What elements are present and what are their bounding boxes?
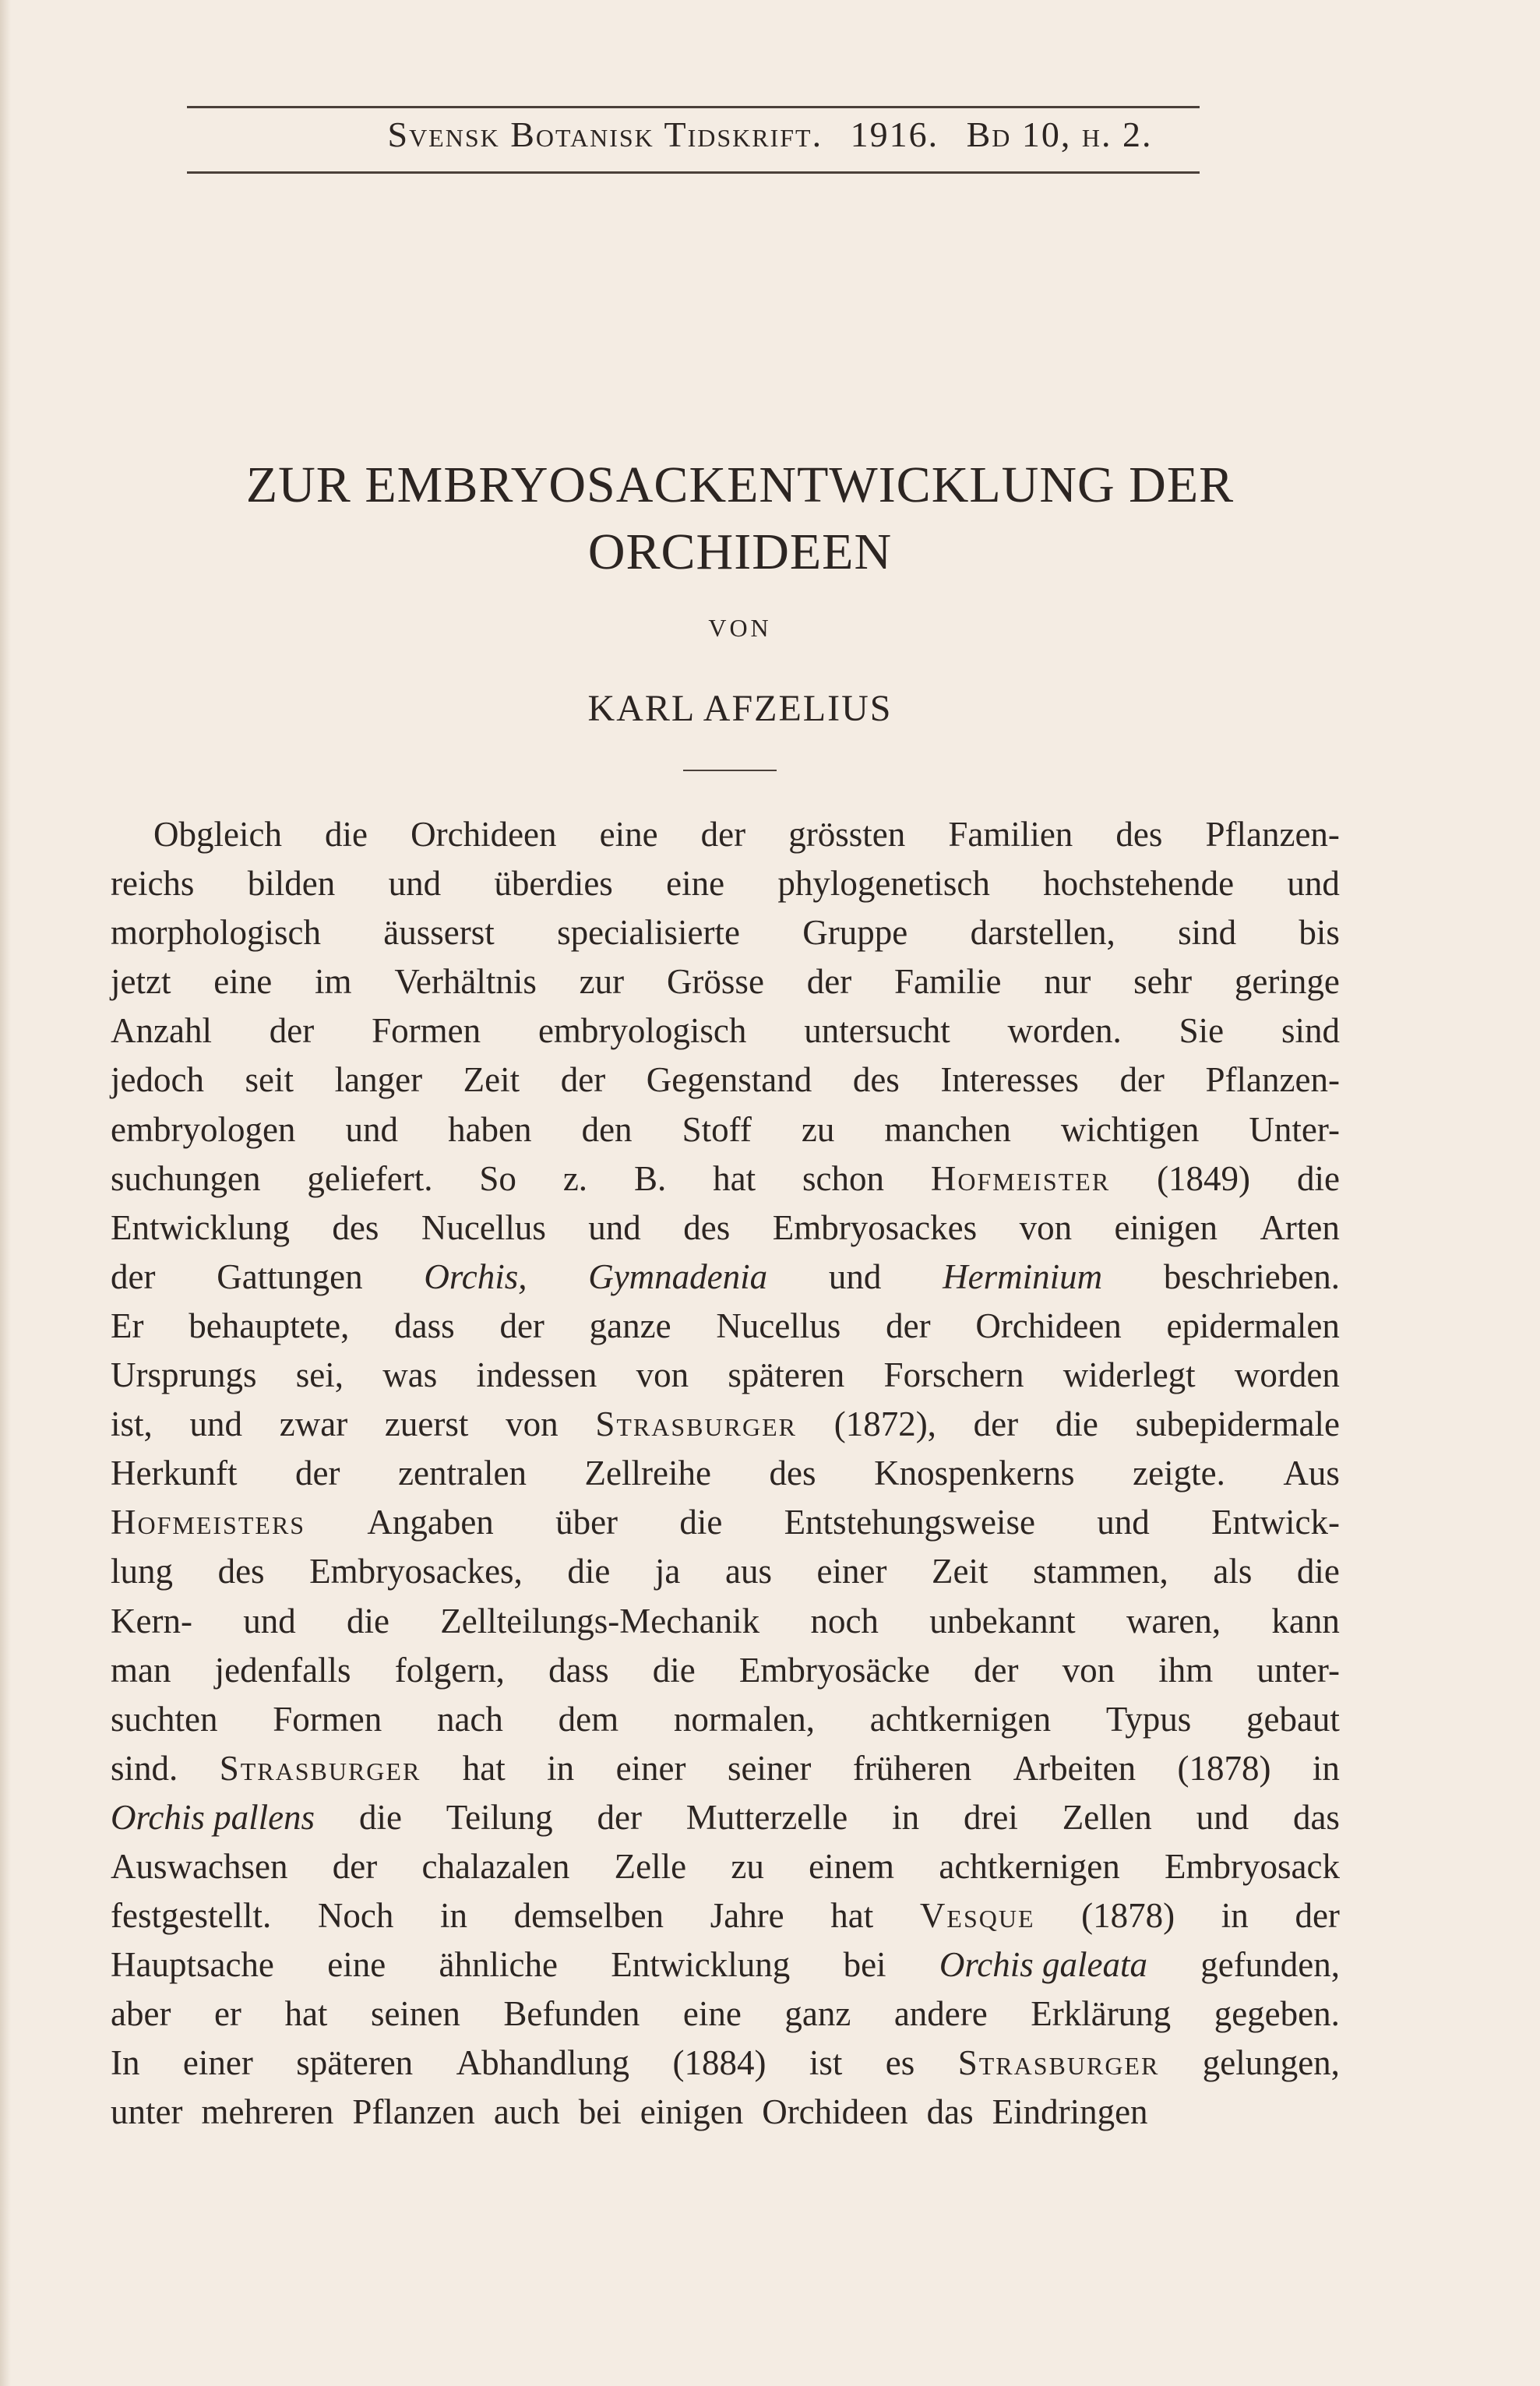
- body-word: kann: [1271, 1601, 1340, 1641]
- article-title: [0, 452, 1480, 586]
- body-word: Gymnadenia: [588, 1256, 768, 1296]
- body-word: die: [652, 1650, 696, 1690]
- body-word: einem: [809, 1846, 895, 1886]
- body-word: Sie: [1179, 1011, 1225, 1051]
- body-word: zwar: [279, 1404, 348, 1444]
- page-binding-edge: [0, 0, 11, 2386]
- body-line: [111, 1498, 1340, 1547]
- body-word: überdies: [494, 864, 613, 904]
- body-word: und: [588, 1207, 641, 1247]
- body-word: behauptete,: [189, 1306, 350, 1345]
- body-word: Familie: [894, 962, 1002, 1002]
- journal-year: 1916.: [850, 115, 939, 154]
- body-word: sind: [1281, 1011, 1340, 1051]
- body-word: Entstehungsweise: [784, 1503, 1036, 1542]
- body-word: Orchis pallens: [111, 1797, 315, 1837]
- body-word: Auswachsen: [111, 1846, 288, 1886]
- body-word: Pflanzen-: [1205, 815, 1340, 854]
- body-word: Familien: [948, 815, 1073, 854]
- body-word: Erklärung: [1031, 1994, 1172, 2034]
- body-word: seinen: [370, 1994, 460, 2034]
- body-word: seiner: [727, 1748, 812, 1788]
- body-word: von: [636, 1355, 689, 1395]
- body-word: Befunden: [503, 1994, 640, 2034]
- body-line: [111, 1400, 1340, 1449]
- body-word: in: [439, 1896, 467, 1936]
- body-word: In: [111, 2043, 140, 2083]
- body-word: eine: [682, 1994, 742, 2034]
- body-word: andere: [893, 1994, 988, 2034]
- body-line: [111, 2039, 1340, 2088]
- body-word: der: [700, 815, 746, 854]
- body-word: von: [1019, 1207, 1073, 1247]
- body-word: einer: [182, 2043, 253, 2083]
- body-word: Abhandlung: [456, 2043, 630, 2083]
- body-word: eine: [599, 815, 658, 854]
- body-line: [111, 1105, 1340, 1154]
- body-word: geringe: [1234, 962, 1340, 1002]
- body-word: Interesses: [940, 1060, 1079, 1100]
- body-word: stammen,: [1033, 1552, 1168, 1591]
- body-word: Gattungen: [217, 1256, 363, 1296]
- body-word: Ursprungs: [111, 1355, 257, 1395]
- body-line: [111, 2088, 1340, 2137]
- body-word: Stoff: [682, 1109, 752, 1149]
- body-word: was: [382, 1355, 438, 1395]
- body-word: mehreren: [201, 2092, 334, 2132]
- body-word: (1872),: [833, 1404, 936, 1444]
- header-bottom-rule: [187, 171, 1200, 174]
- author-name: KARL AFZELIUS: [587, 688, 893, 729]
- body-word: Entwicklung: [111, 1207, 290, 1247]
- body-word: B.: [633, 1158, 667, 1198]
- body-line: [111, 1695, 1340, 1744]
- body-word: hat: [462, 1748, 506, 1788]
- body-word: hat: [713, 1158, 756, 1198]
- body-word: waren,: [1126, 1601, 1221, 1641]
- body-word: die: [347, 1601, 389, 1641]
- body-word: Orchis galeata: [939, 1945, 1147, 1985]
- body-word: demselben: [513, 1896, 664, 1936]
- body-word: zuerst: [384, 1404, 469, 1444]
- body-word: Embryosackes,: [309, 1552, 523, 1591]
- body-word: der: [269, 1011, 315, 1051]
- body-word: die: [1055, 1404, 1098, 1444]
- body-word: eine: [327, 1945, 386, 1985]
- body-word: normalen,: [673, 1699, 816, 1739]
- body-word: Embryosäcke: [738, 1650, 930, 1690]
- body-word: in: [1312, 1748, 1340, 1788]
- body-word: hat: [830, 1896, 874, 1936]
- body-word: worden: [1234, 1355, 1340, 1395]
- body-word: sehr: [1133, 962, 1193, 1002]
- body-line: [111, 1842, 1340, 1891]
- body-word: indessen: [476, 1355, 597, 1395]
- body-word: jedenfalls: [214, 1650, 351, 1690]
- body-word: es: [885, 2043, 915, 2083]
- body-word: ist: [809, 2043, 843, 2083]
- body-word: in: [892, 1797, 920, 1837]
- body-word: dass: [394, 1306, 455, 1345]
- body-line: [111, 1940, 1340, 1990]
- body-word: unter-: [1256, 1650, 1340, 1690]
- body-word: (1884): [672, 2043, 766, 2083]
- body-word: Strasburger: [957, 2043, 1160, 2083]
- body-word: Strasburger: [595, 1404, 797, 1444]
- body-word: chalazalen: [421, 1846, 570, 1886]
- body-word: gelungen,: [1202, 2043, 1340, 2083]
- body-word: und: [345, 1109, 398, 1149]
- body-word: Orchideen: [411, 815, 557, 854]
- body-word: lung: [111, 1552, 174, 1591]
- body-word: und: [1287, 864, 1340, 904]
- body-word: eine: [666, 864, 725, 904]
- body-word: zeigte.: [1133, 1454, 1225, 1493]
- body-word: reichs: [111, 864, 195, 904]
- body-word: Eindringen: [992, 2092, 1148, 2132]
- header-top-rule: [187, 106, 1200, 108]
- body-word: Zellen: [1062, 1797, 1152, 1837]
- body-word: So: [479, 1158, 516, 1198]
- body-word: Entwicklung: [611, 1945, 791, 1985]
- body-word: Orchis,: [424, 1256, 527, 1296]
- body-word: Mutterzelle: [685, 1797, 848, 1837]
- body-line: [111, 1891, 1340, 1940]
- body-word: des: [852, 1060, 900, 1100]
- body-word: schon: [802, 1158, 884, 1198]
- body-word: morphologisch: [111, 913, 321, 953]
- title-line-2: ORCHIDEEN: [587, 523, 893, 580]
- body-word: zur: [579, 962, 625, 1002]
- body-word: des: [1115, 815, 1163, 854]
- body-word: der: [597, 1797, 642, 1837]
- body-word: der: [886, 1306, 931, 1345]
- body-line: [111, 1204, 1340, 1253]
- body-word: untersucht: [804, 1011, 950, 1051]
- body-line: [111, 1056, 1340, 1105]
- body-word: suchten: [111, 1699, 218, 1739]
- body-word: den: [581, 1109, 633, 1149]
- body-word: drei: [963, 1797, 1018, 1837]
- body-word: Angaben: [367, 1503, 494, 1542]
- body-word: späteren: [296, 2043, 414, 2083]
- body-word: jetzt: [111, 962, 171, 1002]
- body-word: zu: [731, 1846, 764, 1886]
- body-word: im: [315, 962, 352, 1002]
- body-word: ja: [654, 1552, 681, 1591]
- body-word: Nucellus: [716, 1306, 841, 1345]
- body-word: die: [1296, 1158, 1340, 1198]
- body-word: Grösse: [666, 962, 764, 1002]
- body-word: des: [769, 1454, 816, 1493]
- body-word: der: [1119, 1060, 1165, 1100]
- body-word: dass: [548, 1650, 609, 1690]
- body-word: Knospenkerns: [874, 1454, 1075, 1493]
- body-word: Arbeiten: [1013, 1748, 1136, 1788]
- body-word: der: [560, 1060, 606, 1100]
- body-word: achtkernigen: [939, 1846, 1120, 1886]
- body-word: er: [213, 1994, 241, 2034]
- byline-von: VON: [708, 614, 772, 642]
- body-word: langer: [334, 1060, 423, 1100]
- body-word: subepidermale: [1135, 1404, 1340, 1444]
- body-word: und: [243, 1601, 296, 1641]
- body-word: Herminium: [943, 1256, 1103, 1296]
- body-word: Er: [111, 1306, 144, 1345]
- body-word: Arten: [1260, 1207, 1340, 1247]
- body-word: (1849): [1157, 1158, 1251, 1198]
- body-word: Entwick-: [1211, 1503, 1340, 1542]
- body-word: Anzahl: [111, 1011, 212, 1051]
- body-word: ähnliche: [439, 1945, 558, 1985]
- body-word: der: [973, 1404, 1019, 1444]
- body-word: ist,: [111, 1404, 153, 1444]
- body-word: jedoch: [111, 1060, 204, 1100]
- body-word: ganze: [589, 1306, 671, 1345]
- body-word: Formen: [273, 1699, 382, 1739]
- body-word: bei: [578, 2092, 622, 2132]
- body-word: von: [506, 1404, 559, 1444]
- body-word: Hauptsache: [111, 1945, 274, 1985]
- body-word: manchen: [884, 1109, 1011, 1149]
- body-word: Strasburger: [219, 1748, 421, 1788]
- body-word: und: [1097, 1503, 1150, 1542]
- body-word: Teilung: [446, 1797, 553, 1837]
- body-word: auch: [493, 2092, 560, 2132]
- body-word: Herkunft: [111, 1454, 238, 1493]
- body-line: [111, 1597, 1340, 1646]
- body-word: des: [217, 1552, 265, 1591]
- running-header: [0, 117, 1540, 153]
- body-word: grössten: [788, 815, 906, 854]
- body-word: (1878): [1177, 1748, 1271, 1788]
- body-word: gebaut: [1246, 1699, 1340, 1739]
- body-word: geliefert.: [307, 1158, 433, 1198]
- body-word: das: [1292, 1797, 1340, 1837]
- body-word: haben: [448, 1109, 532, 1149]
- body-word: specialisierte: [557, 913, 740, 953]
- body-word: die: [325, 815, 368, 854]
- body-word: epidermalen: [1166, 1306, 1340, 1345]
- body-word: suchungen: [111, 1158, 261, 1198]
- body-word: dem: [558, 1699, 619, 1739]
- body-word: bis: [1299, 913, 1340, 953]
- body-word: gefunden,: [1200, 1945, 1340, 1985]
- body-word: festgestellt.: [111, 1896, 272, 1936]
- body-line: [111, 1006, 1340, 1056]
- body-word: der: [973, 1650, 1019, 1690]
- body-line: [111, 1449, 1340, 1498]
- body-word: sei,: [295, 1355, 344, 1395]
- body-word: von: [1062, 1650, 1115, 1690]
- body-word: Embryosack: [1165, 1846, 1340, 1886]
- body-word: Verhältnis: [394, 962, 537, 1002]
- body-word: Vesque: [919, 1896, 1035, 1936]
- body-line: [111, 859, 1340, 908]
- body-word: und: [189, 1404, 243, 1444]
- body-word: Unter-: [1249, 1109, 1340, 1149]
- body-paragraph: [111, 810, 1340, 2138]
- body-line: [111, 1302, 1340, 1351]
- body-word: Forschern: [883, 1355, 1024, 1395]
- body-line: [111, 1744, 1340, 1793]
- body-word: in: [547, 1748, 575, 1788]
- body-word: Zeit: [932, 1552, 988, 1591]
- body-line: [111, 1351, 1340, 1400]
- body-word: ganz: [784, 1994, 851, 2034]
- body-word: embryologen: [111, 1109, 296, 1149]
- body-word: der: [332, 1846, 378, 1886]
- body-word: einigen: [640, 2092, 744, 2132]
- body-word: ihm: [1158, 1650, 1214, 1690]
- body-word: die: [358, 1797, 402, 1837]
- body-word: und: [388, 864, 442, 904]
- body-word: der: [111, 1256, 156, 1296]
- journal-volume: Bd 10, h. 2.: [966, 115, 1153, 154]
- body-word: aber: [111, 1994, 171, 2034]
- body-word: sind: [1178, 913, 1237, 953]
- body-word: gegeben.: [1214, 1994, 1340, 2034]
- body-line: [111, 957, 1340, 1006]
- body-word: nur: [1044, 962, 1091, 1002]
- body-word: der: [295, 1454, 340, 1493]
- body-word: Obgleich: [153, 815, 282, 854]
- body-word: sind.: [111, 1748, 178, 1788]
- journal-name: Svensk Botanisk Tidskrift.: [387, 115, 823, 154]
- body-word: Nucellus: [421, 1207, 546, 1247]
- body-word: äusserst: [383, 913, 495, 953]
- body-line: [111, 1154, 1340, 1204]
- body-word: (1878): [1081, 1896, 1175, 1936]
- body-word: eine: [213, 962, 273, 1002]
- body-word: in: [1221, 1896, 1249, 1936]
- body-word: die: [1296, 1552, 1340, 1591]
- body-word: Embryosackes: [772, 1207, 978, 1247]
- body-word: widerlegt: [1062, 1355, 1196, 1395]
- body-word: die: [679, 1503, 723, 1542]
- body-word: als: [1213, 1552, 1253, 1591]
- body-word: bei: [843, 1945, 886, 1985]
- body-word: Zellteilungs-Mechanik: [440, 1601, 760, 1641]
- body-word: z.: [562, 1158, 588, 1198]
- body-word: Noch: [317, 1896, 394, 1936]
- body-line: [111, 908, 1340, 957]
- body-word: Jahre: [710, 1896, 784, 1936]
- body-word: Gegenstand: [646, 1060, 812, 1100]
- body-word: der: [499, 1306, 544, 1345]
- body-word: Orchideen: [975, 1306, 1122, 1345]
- body-line: [111, 1793, 1340, 1842]
- body-word: man: [111, 1650, 171, 1690]
- body-word: der: [806, 962, 852, 1002]
- body-line: [111, 1253, 1340, 1302]
- body-word: unbekannt: [929, 1601, 1076, 1641]
- body-word: Gruppe: [802, 913, 908, 953]
- body-word: einigen: [1114, 1207, 1218, 1247]
- body-word: Kern-: [111, 1601, 192, 1641]
- body-word: einer: [816, 1552, 887, 1591]
- body-word: Aus: [1283, 1454, 1340, 1493]
- body-word: worden.: [1007, 1011, 1122, 1051]
- body-word: Zeit: [463, 1060, 520, 1100]
- body-word: des: [332, 1207, 379, 1247]
- body-word: über: [555, 1503, 618, 1542]
- body-word: darstellen,: [970, 913, 1115, 953]
- body-word: beschrieben.: [1163, 1256, 1340, 1296]
- body-word: früheren: [852, 1748, 972, 1788]
- body-word: hat: [284, 1994, 328, 2034]
- body-word: unter: [111, 2092, 183, 2132]
- body-word: Zelle: [614, 1846, 687, 1886]
- body-line: [111, 1646, 1340, 1695]
- body-word: Typus: [1105, 1699, 1192, 1739]
- body-word: einer: [615, 1748, 686, 1788]
- body-word: aus: [724, 1552, 772, 1591]
- body-word: und: [828, 1256, 882, 1296]
- body-word: späteren: [728, 1355, 845, 1395]
- body-word: Hofmeisters: [111, 1503, 306, 1542]
- body-word: folgern,: [394, 1650, 505, 1690]
- body-word: achtkernigen: [869, 1699, 1052, 1739]
- body-word: und: [1196, 1797, 1249, 1837]
- body-word: noch: [810, 1601, 879, 1641]
- body-word: Pflanzen: [352, 2092, 475, 2132]
- body-line: [111, 1990, 1340, 2039]
- body-word: Formen: [372, 1011, 481, 1051]
- body-word: embryologisch: [537, 1011, 747, 1051]
- body-word: das: [926, 2092, 974, 2132]
- body-word: zu: [801, 1109, 835, 1149]
- body-word: phylogenetisch: [777, 864, 990, 904]
- body-word: des: [683, 1207, 731, 1247]
- body-word: nach: [436, 1699, 503, 1739]
- body-word: wichtigen: [1060, 1109, 1200, 1149]
- body-word: Orchideen: [762, 2092, 908, 2132]
- body-word: Zellreihe: [584, 1454, 711, 1493]
- body-word: Pflanzen-: [1205, 1060, 1340, 1100]
- body-word: der: [1295, 1896, 1340, 1936]
- title-separator-rule: [683, 770, 777, 771]
- title-line-1: ZUR EMBRYOSACKENTWICKLUNG DER: [245, 456, 1235, 513]
- body-word: Hofmeister: [930, 1158, 1111, 1198]
- body-line: [111, 1547, 1340, 1596]
- body-line: [111, 810, 1340, 859]
- body-word: bilden: [247, 864, 336, 904]
- body-word: zentralen: [398, 1454, 527, 1493]
- body-word: die: [567, 1552, 611, 1591]
- body-word: hochstehende: [1043, 864, 1235, 904]
- body-word: seit: [245, 1060, 294, 1100]
